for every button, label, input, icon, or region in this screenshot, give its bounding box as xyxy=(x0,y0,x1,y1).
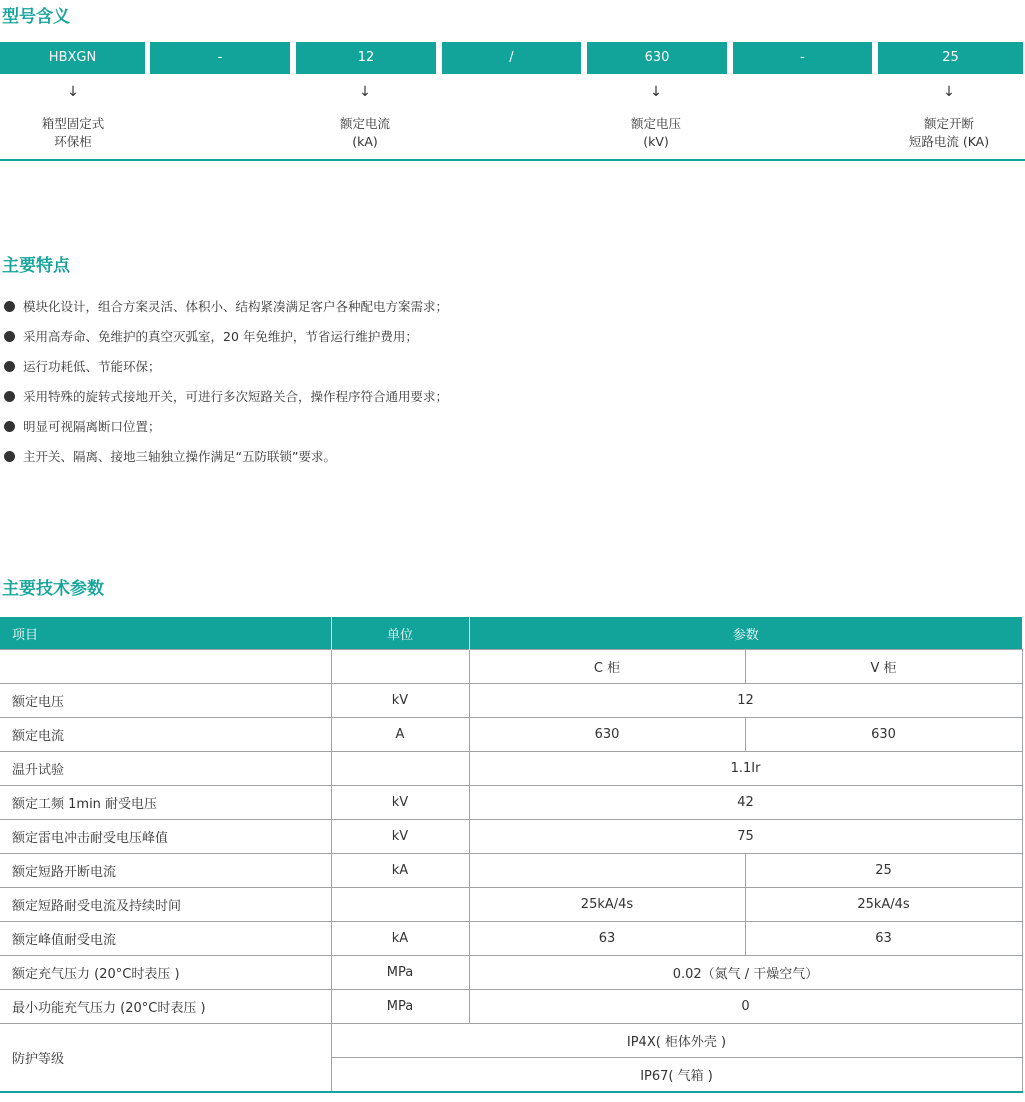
model-code-row xyxy=(0,42,1025,74)
table-row: 温升试验 1.1Ir xyxy=(0,752,1022,786)
list-item: 模块化设计，组合方案灵活、体积小、结构紧凑满足客户各种配电方案需求； xyxy=(4,297,448,327)
table-header-row xyxy=(0,617,1022,650)
bullet-icon xyxy=(4,331,15,342)
table-row: 额定工频 1min 耐受电压 kV 42 xyxy=(0,786,1022,820)
table-row: 额定电压 kV 12 xyxy=(0,684,1022,718)
arrow-down-icon: ↓ xyxy=(943,84,955,100)
subheader-v: V 柜 xyxy=(745,650,1022,684)
header-unit: 单位 xyxy=(331,617,469,650)
code-separator-2: / xyxy=(442,42,581,74)
table-row: 额定短路耐受电流及持续时间 25kA/4s 25kA/4s xyxy=(0,888,1022,922)
meaning-breaking xyxy=(876,115,1022,151)
code-current: 630 xyxy=(587,42,727,74)
table-row: 额定峰值耐受电流 kA 63 63 xyxy=(0,922,1022,956)
bullet-icon xyxy=(4,421,15,432)
table-row: IP67( 气箱 ) xyxy=(0,1058,1022,1093)
model-section-title: 型号含义 xyxy=(2,7,70,27)
meaning-voltage xyxy=(583,115,729,151)
table-row: 防护等级 IP4X( 柜体外壳 ) xyxy=(0,1024,1022,1058)
list-item: 运行功耗低、节能环保； xyxy=(4,357,448,387)
list-item: 主开关、隔离、接地三轴独立操作满足“五防联锁”要求。 xyxy=(4,447,448,477)
meaning-line: 短路电流 (KA) xyxy=(908,134,990,149)
feature-list xyxy=(4,297,448,477)
code-separator-1: - xyxy=(150,42,290,74)
code-separator-3: - xyxy=(733,42,872,74)
code-series: HBXGN xyxy=(0,42,145,74)
meaning-line: (kA) xyxy=(352,134,378,149)
meaning-line: 环保柜 xyxy=(54,134,92,149)
subheader-c: C 柜 xyxy=(469,650,745,684)
table-row: 额定短路开断电流 kA 25 xyxy=(0,854,1022,888)
meaning-line: (kV) xyxy=(643,134,669,149)
header-param: 参数 xyxy=(469,617,1022,650)
bullet-icon xyxy=(4,361,15,372)
table-row: 额定充气压力 (20°C时表压 ) MPa 0.02（氮气 / 干燥空气） xyxy=(0,956,1022,990)
arrow-down-icon: ↓ xyxy=(650,84,662,100)
bullet-icon xyxy=(4,391,15,402)
arrow-down-icon: ↓ xyxy=(359,84,371,100)
meaning-series xyxy=(0,115,146,151)
table-subheader-row xyxy=(0,650,1022,684)
table-row: 额定电流 A 630 630 xyxy=(0,718,1022,752)
bullet-icon xyxy=(4,301,15,312)
header-item: 项目 xyxy=(0,617,331,650)
meaning-current xyxy=(292,115,438,151)
list-item: 采用高寿命、免维护的真空灭弧室，20 年免维护，节省运行维护费用； xyxy=(4,327,448,357)
bullet-icon xyxy=(4,451,15,462)
table-row: 额定雷电冲击耐受电压峰值 kV 75 xyxy=(0,820,1022,854)
meaning-line: 额定开断 xyxy=(923,116,974,131)
list-item: 明显可视隔离断口位置； xyxy=(4,417,448,447)
features-section-title: 主要特点 xyxy=(2,256,70,276)
meaning-line: 额定电流 xyxy=(339,116,390,131)
params-table xyxy=(0,617,1023,1093)
meaning-line: 额定电压 xyxy=(630,116,681,131)
section-divider xyxy=(0,159,1025,161)
code-voltage: 12 xyxy=(296,42,436,74)
meaning-line: 箱型固定式 xyxy=(41,116,105,131)
list-item: 采用特殊的旋转式接地开关，可进行多次短路关合，操作程序符合通用要求； xyxy=(4,387,448,417)
table-row: 最小功能充气压力 (20°C时表压 ) MPa 0 xyxy=(0,990,1022,1024)
tech-section-title: 主要技术参数 xyxy=(2,579,104,599)
code-breaking: 25 xyxy=(878,42,1023,74)
arrow-down-icon: ↓ xyxy=(67,84,79,100)
